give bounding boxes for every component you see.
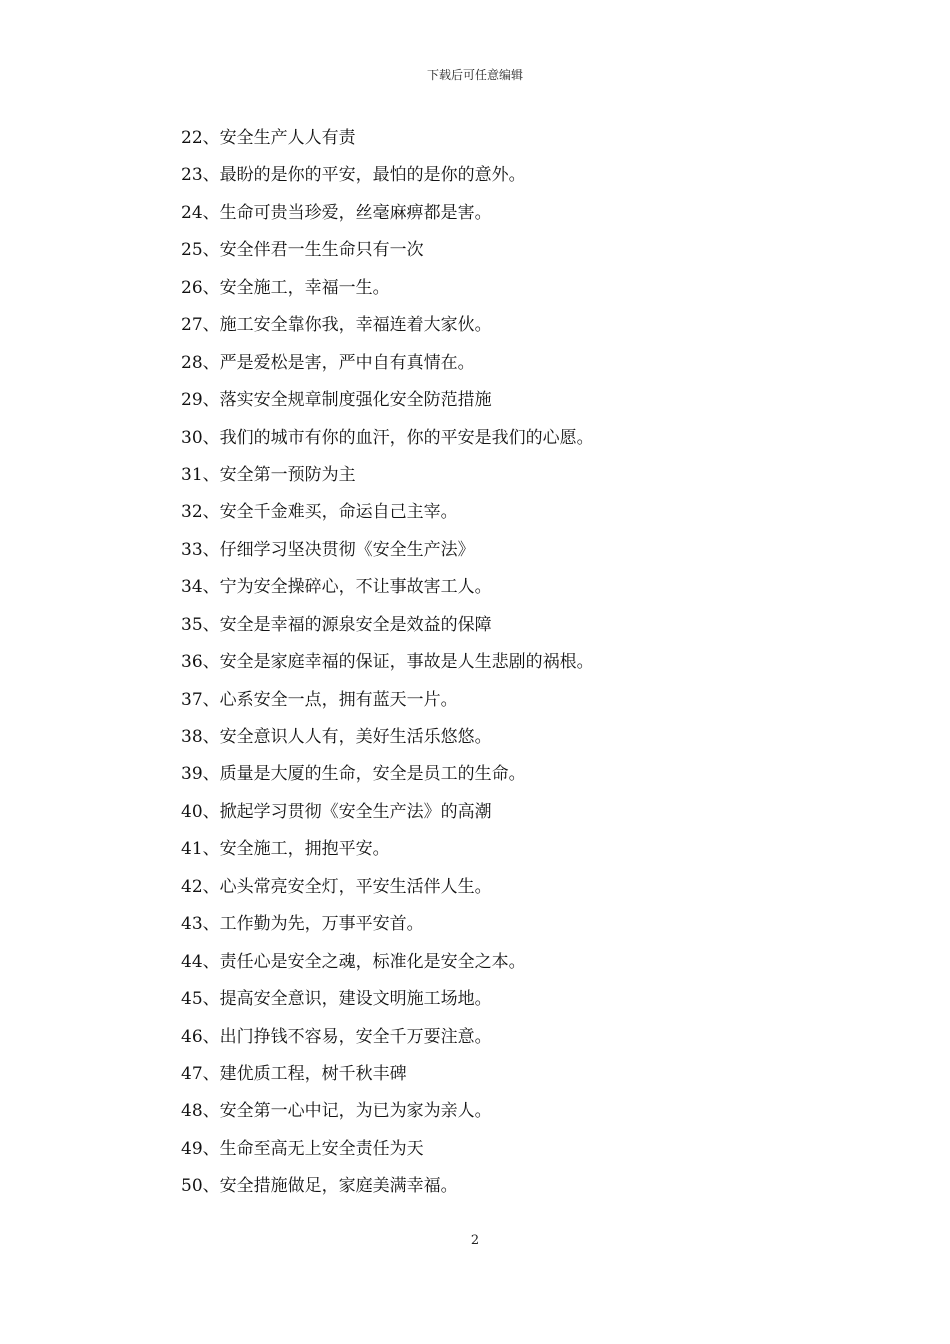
slogan-item: 36、安全是家庭幸福的保证，事故是人生悲剧的祸根。 — [181, 652, 594, 673]
slogan-item: 24、生命可贵当珍爱，丝毫麻痹都是害。 — [181, 202, 492, 223]
slogan-item: 40、掀起学习贯彻《安全生产法》的高潮 — [181, 801, 492, 822]
slogan-item: 44、责任心是安全之魂，标准化是安全之本。 — [181, 951, 526, 972]
slogan-item: 27、施工安全靠你我，幸福连着大家伙。 — [181, 315, 492, 336]
slogan-item: 33、仔细学习坚决贯彻《安全生产法》 — [181, 539, 475, 560]
page-number: 2 — [470, 1233, 480, 1248]
slogan-item: 45、提高安全意识，建设文明施工场地。 — [181, 989, 492, 1010]
page-header: 下载后可任意编辑 — [426, 68, 523, 82]
slogan-item: 35、安全是幸福的源泉安全是效益的保障 — [181, 614, 492, 635]
slogan-item: 43、工作勤为先，万事平安首。 — [181, 914, 424, 935]
slogan-item: 49、生命至高无上安全责任为天 — [181, 1138, 424, 1159]
slogan-item: 26、安全施工，幸福一生。 — [181, 277, 390, 298]
slogan-item: 23、最盼的是你的平安，最怕的是你的意外。 — [181, 165, 526, 186]
slogan-item: 39、质量是大厦的生命，安全是员工的生命。 — [181, 764, 526, 785]
slogan-item: 41、安全施工，拥抱平安。 — [181, 839, 390, 860]
slogan-item: 47、建优质工程，树千秋丰碑 — [181, 1063, 407, 1084]
slogan-item: 34、宁为安全操碎心，不让事故害工人。 — [181, 577, 492, 598]
slogan-item: 30、我们的城市有你的血汗，你的平安是我们的心愿。 — [181, 427, 594, 448]
slogan-item: 46、出门挣钱不容易，安全千万要注意。 — [181, 1026, 492, 1047]
slogan-item: 38、安全意识人人有，美好生活乐悠悠。 — [181, 727, 492, 747]
slogan-item: 48、安全第一心中记，为已为家为亲人。 — [181, 1101, 492, 1122]
slogan-item: 37、心系安全一点，拥有蓝天一片。 — [181, 689, 458, 710]
slogan-item: 22、安全生产人人有责 — [181, 128, 356, 148]
slogan-item: 32、安全千金难买，命运自己主宰。 — [181, 502, 458, 523]
slogan-list — [181, 123, 821, 1209]
slogan-item: 25、安全伴君一生生命只有一次 — [181, 240, 424, 261]
slogan-item: 31、安全第一预防为主 — [181, 464, 356, 485]
slogan-item: 28、严是爱松是害，严中自有真情在。 — [181, 352, 475, 373]
slogan-item: 42、心头常亮安全灯，平安生活伴人生。 — [181, 876, 492, 897]
slogan-item: 29、落实安全规章制度强化安全防范措施 — [181, 390, 492, 411]
slogan-item: 50、安全措施做足，家庭美满幸福。 — [181, 1176, 458, 1197]
